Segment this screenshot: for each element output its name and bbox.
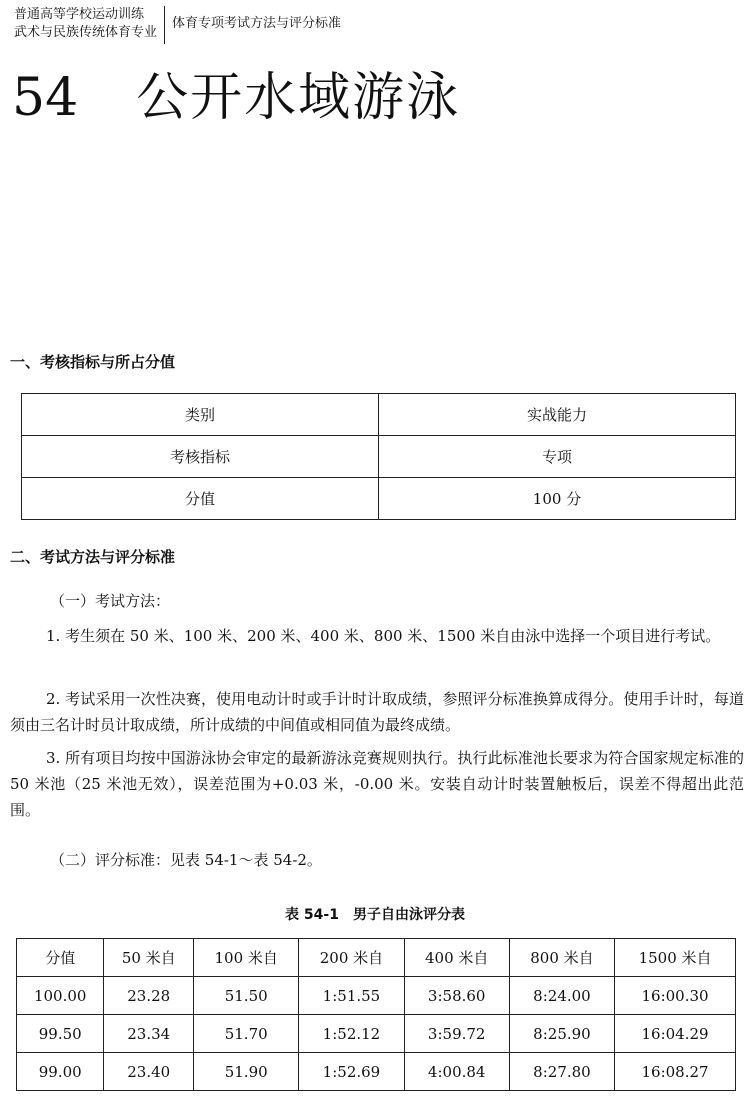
header-book-title-line2: 武术与民族传统体育专业 xyxy=(14,25,158,40)
table-caption: 表 54-1 男子自由泳评分表 xyxy=(285,907,465,923)
table-cell: 类别 xyxy=(22,394,379,436)
table-row xyxy=(17,1015,736,1053)
table-cell: 99.00 xyxy=(17,1053,104,1091)
table-cell: 1:51.55 xyxy=(299,977,404,1015)
table-cell: 16:04.29 xyxy=(615,1015,736,1053)
header-book-title xyxy=(14,6,164,44)
scoring-standard-subheading: （二）评分标准：见表 54-1～表 54-2。 xyxy=(50,851,322,869)
table-cell: 23.34 xyxy=(104,1015,194,1053)
page-header xyxy=(14,6,341,44)
table-cell: 100.00 xyxy=(17,977,104,1015)
table-cell: 51.70 xyxy=(194,1015,299,1053)
table-row xyxy=(22,478,736,520)
table-row xyxy=(22,394,736,436)
exam-method-subheading: （一）考试方法： xyxy=(50,592,171,610)
column-header: 800 米自 xyxy=(509,939,614,977)
section2-heading: 二、考试方法与评分标准 xyxy=(10,548,176,566)
table-cell: 1:52.69 xyxy=(299,1053,404,1091)
table-cell: 考核指标 xyxy=(22,436,379,478)
header-book-title-line1: 普通高等学校运动训练 xyxy=(14,7,145,22)
table-cell: 23.28 xyxy=(104,977,194,1015)
freestyle-score-table xyxy=(16,938,736,1091)
table-cell: 分值 xyxy=(22,478,379,520)
table-cell: 16:08.27 xyxy=(615,1053,736,1091)
column-header: 400 米自 xyxy=(404,939,509,977)
table-cell: 8:24.00 xyxy=(509,977,614,1015)
column-header: 200 米自 xyxy=(299,939,404,977)
section1-heading: 一、考核指标与所占分值 xyxy=(10,353,176,371)
table-cell: 4:00.84 xyxy=(404,1053,509,1091)
column-header: 分值 xyxy=(17,939,104,977)
table-header-row xyxy=(17,939,736,977)
column-header: 100 米自 xyxy=(194,939,299,977)
table-cell: 专项 xyxy=(379,436,736,478)
column-header: 1500 米自 xyxy=(615,939,736,977)
table-cell: 99.50 xyxy=(17,1015,104,1053)
header-section-title: 体育专项考试方法与评分标准 xyxy=(172,16,342,31)
paragraph-1: 1. 考生须在 50 米、100 米、200 米、400 米、800 米、1500 米自由泳中选择一个项目进行考试。 xyxy=(46,627,721,645)
table-cell: 实战能力 xyxy=(379,394,736,436)
column-header: 50 米自 xyxy=(104,939,194,977)
table-cell: 3:59.72 xyxy=(404,1015,509,1053)
paragraph-2: 2. 考试采用一次性决赛，使用电动计时或手计时计取成绩，参照评分标准换算成得分。使用手计时，每道须由三名计时员计取成绩，所计成绩的中间值或相同值为最终成绩。 xyxy=(10,690,744,734)
table-cell: 8:25.90 xyxy=(509,1015,614,1053)
assessment-table xyxy=(21,393,736,520)
table-cell: 23.40 xyxy=(104,1053,194,1091)
table-row xyxy=(17,1053,736,1091)
table-cell: 100 分 xyxy=(379,478,736,520)
paragraph-3: 3. 所有项目均按中国游泳协会审定的最新游泳竞赛规则执行。执行此标准池长要求为符合国家规定标准的 50 米池（25 米池无效），误差范围为+0.03 米，-0.00 米。安装自动计时装置触板后，误差不得超出此范围。 xyxy=(10,749,744,819)
chapter-title: 公开水域游泳 xyxy=(136,68,461,128)
table-row xyxy=(17,977,736,1015)
table-cell: 1:52.12 xyxy=(299,1015,404,1053)
table-row xyxy=(22,436,736,478)
table-cell: 51.50 xyxy=(194,977,299,1015)
chapter-number: 54 xyxy=(12,68,79,128)
chapter-heading xyxy=(12,66,460,130)
table-cell: 3:58.60 xyxy=(404,977,509,1015)
table-cell: 8:27.80 xyxy=(509,1053,614,1091)
table-cell: 51.90 xyxy=(194,1053,299,1091)
table-cell: 16:00.30 xyxy=(615,977,736,1015)
